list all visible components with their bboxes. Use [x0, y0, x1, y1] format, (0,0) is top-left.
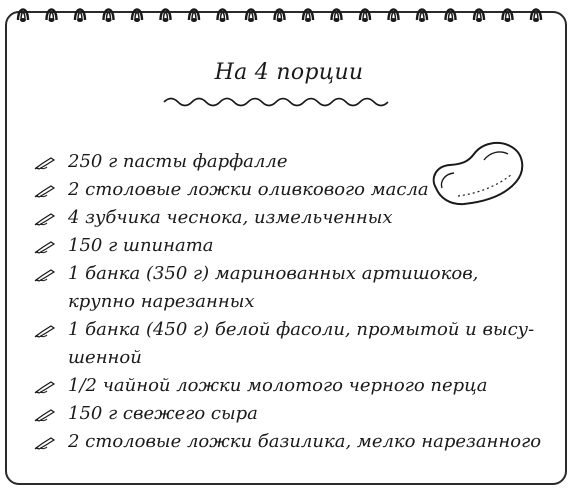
- spiral-ring-icon: [474, 10, 484, 23]
- spiral-ring-icon: [246, 10, 256, 23]
- ingredient-item: [34, 316, 544, 372]
- ingredient-item: [34, 428, 544, 456]
- spiral-ring-icon: [18, 10, 28, 23]
- spiral-ring-icon: [104, 10, 114, 23]
- ingredient-item: [34, 176, 544, 204]
- ingredient-list: [34, 148, 544, 456]
- spiral-ring-icon: [275, 10, 285, 23]
- ingredient-text: 150 г свежего сыра: [68, 403, 258, 424]
- wave-divider-icon: [162, 94, 392, 110]
- ingredient-text: 2 столовые ложки базилика, мелко нарезанного: [68, 431, 542, 452]
- spiral-ring-icon: [132, 10, 142, 23]
- ingredient-item: [34, 260, 544, 316]
- spiral-ring-icon: [417, 10, 427, 23]
- ingredient-item: [34, 372, 544, 400]
- spiral-ring-icon: [161, 10, 171, 23]
- spiral-ring-icon: [218, 10, 228, 23]
- spiral-ring-icon: [189, 10, 199, 23]
- hand-pen-icon: [34, 240, 56, 254]
- spiral-ring-icon: [531, 10, 541, 23]
- ingredient-text: 150 г шпината: [68, 235, 214, 256]
- hand-pen-icon: [34, 324, 56, 338]
- hand-pen-icon: [34, 212, 56, 226]
- ingredient-item: [34, 400, 544, 428]
- spiral-ring-icon: [47, 10, 57, 23]
- spiral-ring-icon: [332, 10, 342, 23]
- spiral-ring-icon: [360, 10, 370, 23]
- ingredient-item: [34, 148, 544, 176]
- ingredient-text: 1 банка (450 г) белой фасоли, промытой и высу-шенной: [68, 319, 535, 368]
- ingredient-text: 250 г пасты фарфалле: [68, 151, 288, 172]
- hand-pen-icon: [34, 156, 56, 170]
- spiral-ring-icon: [503, 10, 513, 23]
- spiral-ring-icon: [303, 10, 313, 23]
- spiral-binding: [0, 0, 578, 30]
- hand-pen-icon: [34, 436, 56, 450]
- ingredient-text: 2 столовые ложки оливкового масла: [68, 179, 429, 200]
- hand-pen-icon: [34, 408, 56, 422]
- hand-pen-icon: [34, 184, 56, 198]
- servings-title: На 4 порции: [214, 60, 364, 85]
- ingredient-item: [34, 232, 544, 260]
- ingredient-text: 1/2 чайной ложки молотого черного перца: [68, 375, 488, 396]
- ingredient-item: [34, 204, 544, 232]
- ingredient-text: 1 банка (350 г) маринованных артишоков, крупно нарезанных: [68, 263, 479, 312]
- spiral-ring-icon: [389, 10, 399, 23]
- hand-pen-icon: [34, 268, 56, 282]
- spiral-ring-icon: [75, 10, 85, 23]
- spiral-ring-icon: [446, 10, 456, 23]
- ingredient-text: 4 зубчика чеснока, измельченных: [68, 207, 393, 228]
- hand-pen-icon: [34, 380, 56, 394]
